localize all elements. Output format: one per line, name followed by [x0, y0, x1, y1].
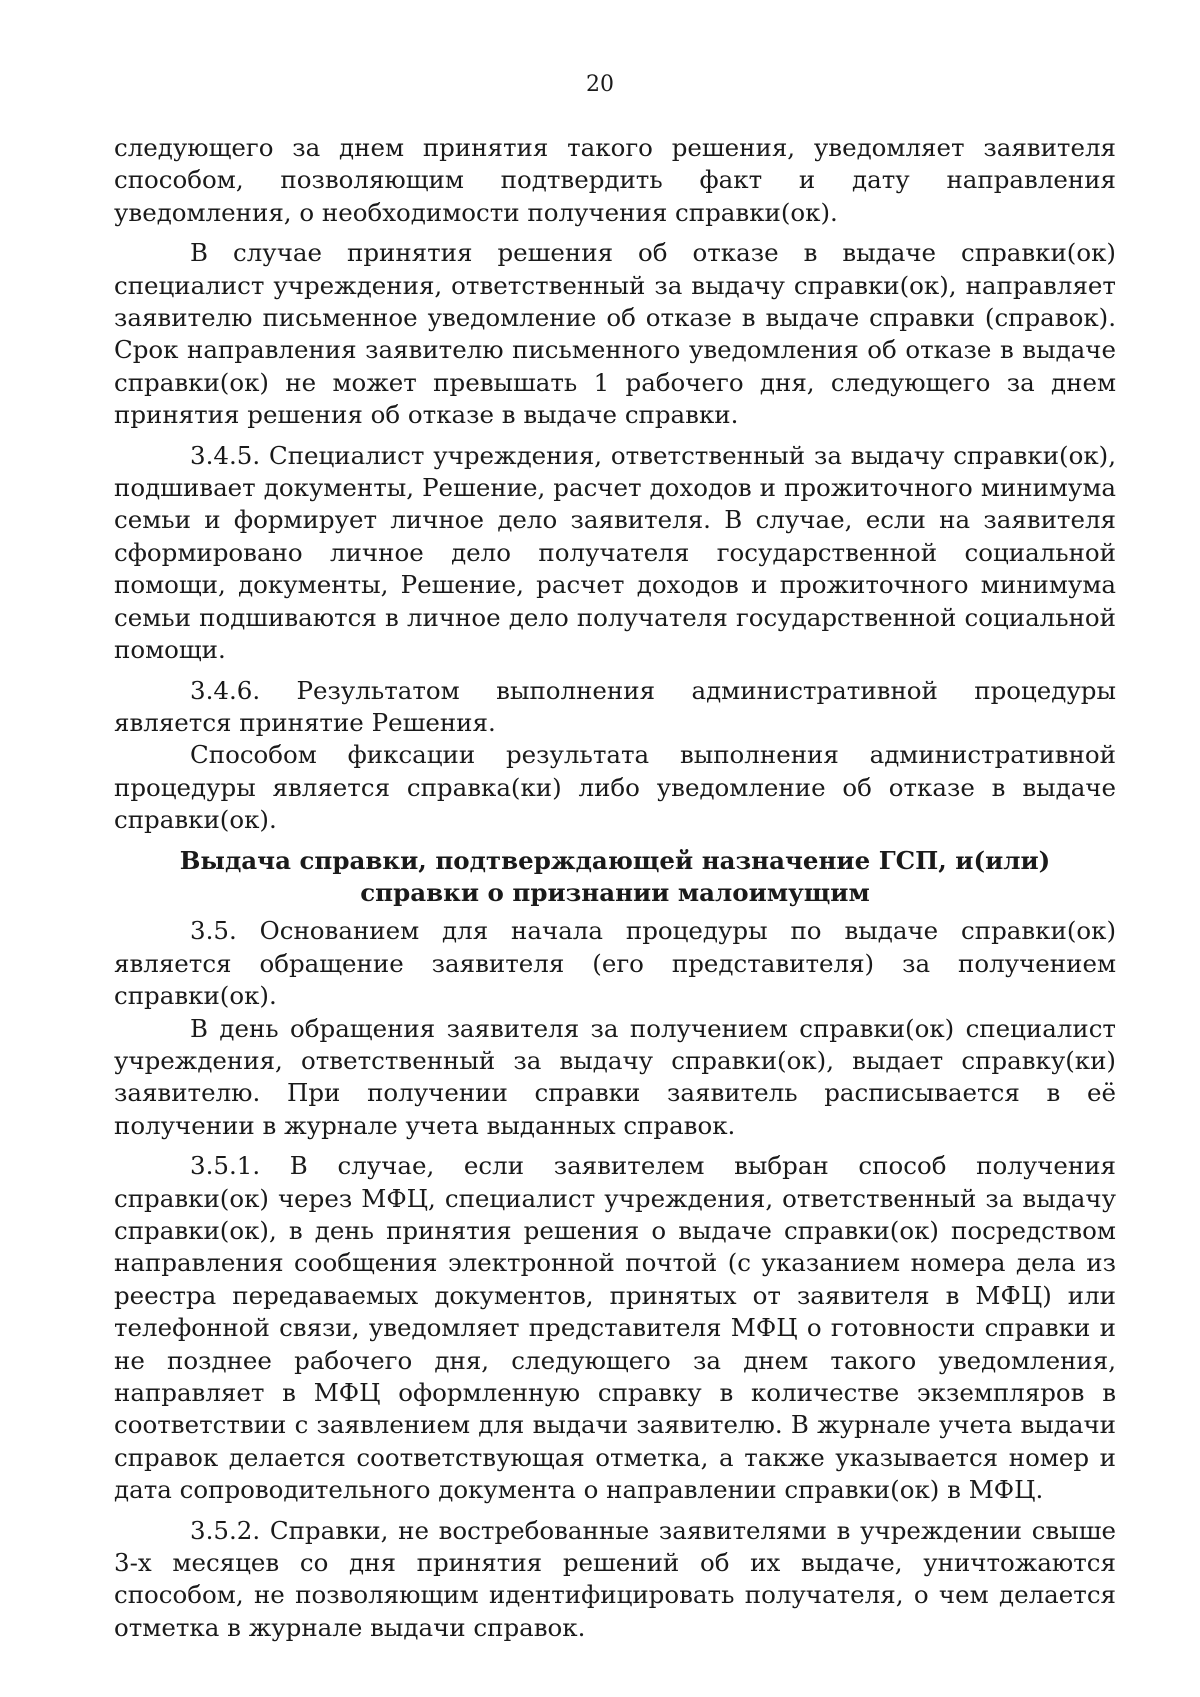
page-number: 20 [586, 72, 614, 97]
paragraph-refusal-notice: В случае принятия решения об отказе в выдаче справки(ок) специалист учреждения, ответственный за выдачу справки(ок), направляет заявителю письменное уведомление об отказе в выдаче справки (справок). Срок направления заявителю письменного уведомления об отказе в выдаче справки(ок) не может превышать 1 рабочего дня, следующего за днем принятия решения об отказе в выдаче справки. [114, 238, 1116, 430]
paragraph-fixation-method: Способом фиксации результата выполнения административной процедуры является справка(ки) либо уведомление об отказе в выдаче справки(ок). [114, 740, 1116, 835]
paragraph-continuation: следующего за днем принятия такого решения, уведомляет заявителя способом, позволяющим подтвердить факт и дату направления уведомления, о необходимости получения справки(ок). [114, 133, 1116, 227]
paragraph-issue-day: В день обращения заявителя за получением справки(ок) специалист учреждения, ответственный за выдачу справки(ок), выдает справку(ки) заявителю. При получении справки заявитель расписывается в её получении в журнале учета выданных справок. [114, 1013, 1116, 1140]
paragraph-3-5: 3.5. Основанием для начала процедуры по выдаче справки(ок) является обращение заявителя (его представителя) за получением справки(ок). [114, 916, 1116, 1011]
paragraph-3-5-2: 3.5.2. Справки, не востребованные заявителями в учреждении свыше 3-х месяцев со дня принятия решений об их выдаче, уничтожаются способом, не позволяющим идентифицировать получателя, о чем делается отметка в журнале выдачи справок. [114, 1515, 1116, 1642]
section-heading: Выдача справки, подтверждающей назначение ГСП, и(или) справки о признании малоимущим [179, 845, 1051, 907]
document-body [114, 132, 1116, 1652]
paragraph-3-4-6: 3.4.6. Результатом выполнения административной процедуры является принятие Решения. [114, 675, 1116, 737]
paragraph-3-5-1: 3.5.1. В случае, если заявителем выбран способ получения справки(ок) через МФЦ, специалист учреждения, ответственный за выдачу справки(ок), в день принятия решения о выдаче справки(ок) посредством направления сообщения электронной почтой (с указанием номера дела из реестра передаваемых документов, принятых от заявителя в МФЦ) или телефонной связи, уведомляет представителя МФЦ о готовности справки и не позднее рабочего дня, следующего за днем такого уведомления, направляет в МФЦ оформленную справку в количестве экземпляров в соответствии с заявлением для выдачи заявителю. В журнале учета выдачи справок делается соответствующая отметка, а также указывается номер и дата сопроводительного документа о направлении справки(ок) в МФЦ. [114, 1151, 1116, 1505]
paragraph-3-4-5: 3.4.5. Специалист учреждения, ответственный за выдачу справки(ок), подшивает документы, Решение, расчет доходов и прожиточного минимума семьи и формирует личное дело заявителя. В случае, если на заявителя сформировано личное дело получателя государственной социальной помощи, документы, Решение, расчет доходов и прожиточного минимума семьи подшиваются в личное дело получателя государственной социальной помощи. [114, 440, 1116, 665]
